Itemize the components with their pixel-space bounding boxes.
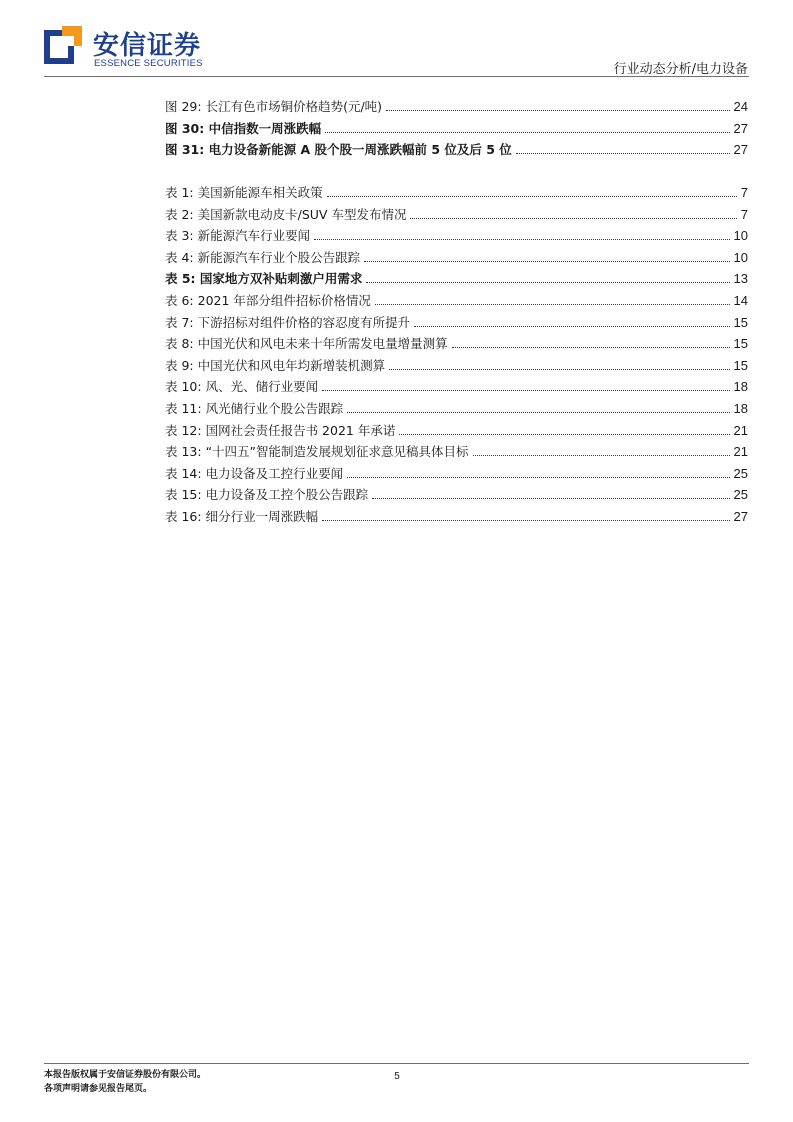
entry-title: 2021 年部分组件招标价格情况 [197,292,371,308]
entry-title: 下游招标对组件价格的容忍度有所提升 [197,314,411,330]
entry-title: 细分行业一周涨跌幅 [205,508,319,524]
dot-leader [372,484,729,499]
entry-title: 长江有色市场铜价格趋势(元/吨) [205,99,383,114]
entry-page: 27 [733,508,748,524]
header-divider [44,76,749,77]
toc-entry[interactable] [165,204,748,226]
dot-leader [364,247,729,262]
entry-page: 7 [740,185,748,200]
entry-page: 7 [740,206,748,222]
entry-page: 24 [733,99,748,114]
entry-page: 15 [733,336,748,352]
entry-prefix: 图 29: [165,99,202,114]
dot-leader [322,506,729,521]
entry-page: 10 [733,228,748,244]
dot-leader [375,290,730,305]
entry-prefix: 表 11: [165,400,202,416]
toc-entry[interactable] [165,268,748,290]
entry-page: 27 [733,120,748,136]
toc-entry[interactable] [165,463,748,485]
toc-entry[interactable] [165,355,748,377]
entry-title: 中国光伏和风电未来十年所需发电量增量测算 [197,336,448,352]
dot-leader [399,420,729,435]
entry-page: 14 [733,292,748,308]
entry-prefix: 图 30: [165,120,205,136]
dot-leader [322,376,729,391]
dot-leader [389,355,729,370]
entry-prefix: 表 15: [165,487,202,503]
copyright-notice [44,1068,206,1096]
entry-title: 美国新能源车相关政策 [197,185,323,200]
footer-divider [44,1063,749,1064]
dot-leader [325,118,729,133]
dot-leader [516,139,730,154]
toc-entry[interactable] [165,398,748,420]
toc-entry[interactable] [165,312,748,334]
dot-leader [347,463,729,478]
entry-page: 15 [733,314,748,330]
entry-page: 15 [733,357,748,373]
entry-prefix: 表 10: [165,379,202,395]
entry-title: 电力设备及工控个股公告跟踪 [205,487,369,503]
toc-entry[interactable] [165,376,748,398]
dot-leader [314,225,729,240]
toc-entry[interactable] [165,96,748,118]
entry-prefix: 表 6: [165,292,194,308]
entry-title: 国家地方双补贴刺激户用需求 [199,271,363,287]
toc-entry[interactable] [165,333,748,355]
dot-leader [452,333,730,348]
toc-entry[interactable] [165,506,748,528]
entry-title: 国网社会责任报告书 2021 年承诺 [205,422,396,438]
toc-entry[interactable] [165,225,748,247]
entry-page: 21 [733,422,748,438]
entry-prefix: 图 31: [165,142,205,158]
entry-title: 美国新款电动皮卡/SUV 车型发布情况 [197,206,407,222]
dot-leader [386,96,729,111]
entry-page: 21 [733,444,748,460]
entry-title: 风光储行业个股公告跟踪 [205,400,344,416]
page-header [0,0,793,80]
company-name-cn: 安信证券 [93,31,202,61]
entry-prefix: 表 8: [165,336,194,352]
entry-prefix: 表 12: [165,422,202,438]
entry-title: 新能源汽车行业个股公告跟踪 [197,249,361,265]
toc-entry[interactable] [165,420,748,442]
copyright-line: 本报告版权属于安信证券股份有限公司。 [44,1070,207,1080]
entry-title: “十四五”智能制造发展规划征求意见稿具体目标 [205,444,469,460]
entry-prefix: 表 16: [165,508,202,524]
entry-prefix: 表 14: [165,465,202,481]
toc-entry[interactable] [165,441,748,463]
dot-leader [473,441,730,456]
toc-entry[interactable] [165,118,748,140]
report-section: 行业动态分析/电力设备 [613,62,748,77]
table-list [165,182,748,528]
entry-page: 13 [733,271,748,287]
entry-prefix: 表 1: [165,185,194,200]
toc-entry[interactable] [165,290,748,312]
toc-entry[interactable] [165,484,748,506]
page-number: 5 [394,1071,400,1082]
entry-title: 中国光伏和风电年均新增装机测算 [197,357,386,373]
entry-page: 25 [733,487,748,503]
company-logo-icon [44,26,82,64]
dot-leader [410,204,736,219]
entry-prefix: 表 5: [165,271,196,287]
dot-leader [366,268,729,283]
entry-prefix: 表 4: [165,249,194,265]
entry-page: 18 [733,379,748,395]
dot-leader [327,182,737,197]
entry-prefix: 表 13: [165,444,202,460]
entry-page: 27 [733,142,748,158]
entry-title: 电力设备新能源 A 股个股一周涨跌幅前 5 位及后 5 位 [208,142,512,158]
disclaimer-line: 各项声明请参见报告尾页。 [44,1084,153,1094]
entry-prefix: 表 3: [165,228,194,244]
entry-page: 18 [733,400,748,416]
entry-title: 新能源汽车行业要闻 [197,228,311,244]
entry-page: 25 [733,465,748,481]
entry-prefix: 表 2: [165,206,194,222]
entry-prefix: 表 7: [165,314,194,330]
entry-title: 电力设备及工控行业要闻 [205,465,344,481]
dot-leader [414,312,729,327]
company-name-en: ESSENCE SECURITIES [94,58,203,69]
entry-page: 10 [733,249,748,265]
entry-title: 风、光、储行业要闻 [205,379,319,395]
figure-list [165,96,748,161]
entry-prefix: 表 9: [165,357,194,373]
toc-entry[interactable] [165,182,748,204]
toc-entry[interactable] [165,139,748,161]
dot-leader [347,398,729,413]
entry-title: 中信指数一周涨跌幅 [208,120,322,136]
toc-entry[interactable] [165,247,748,269]
